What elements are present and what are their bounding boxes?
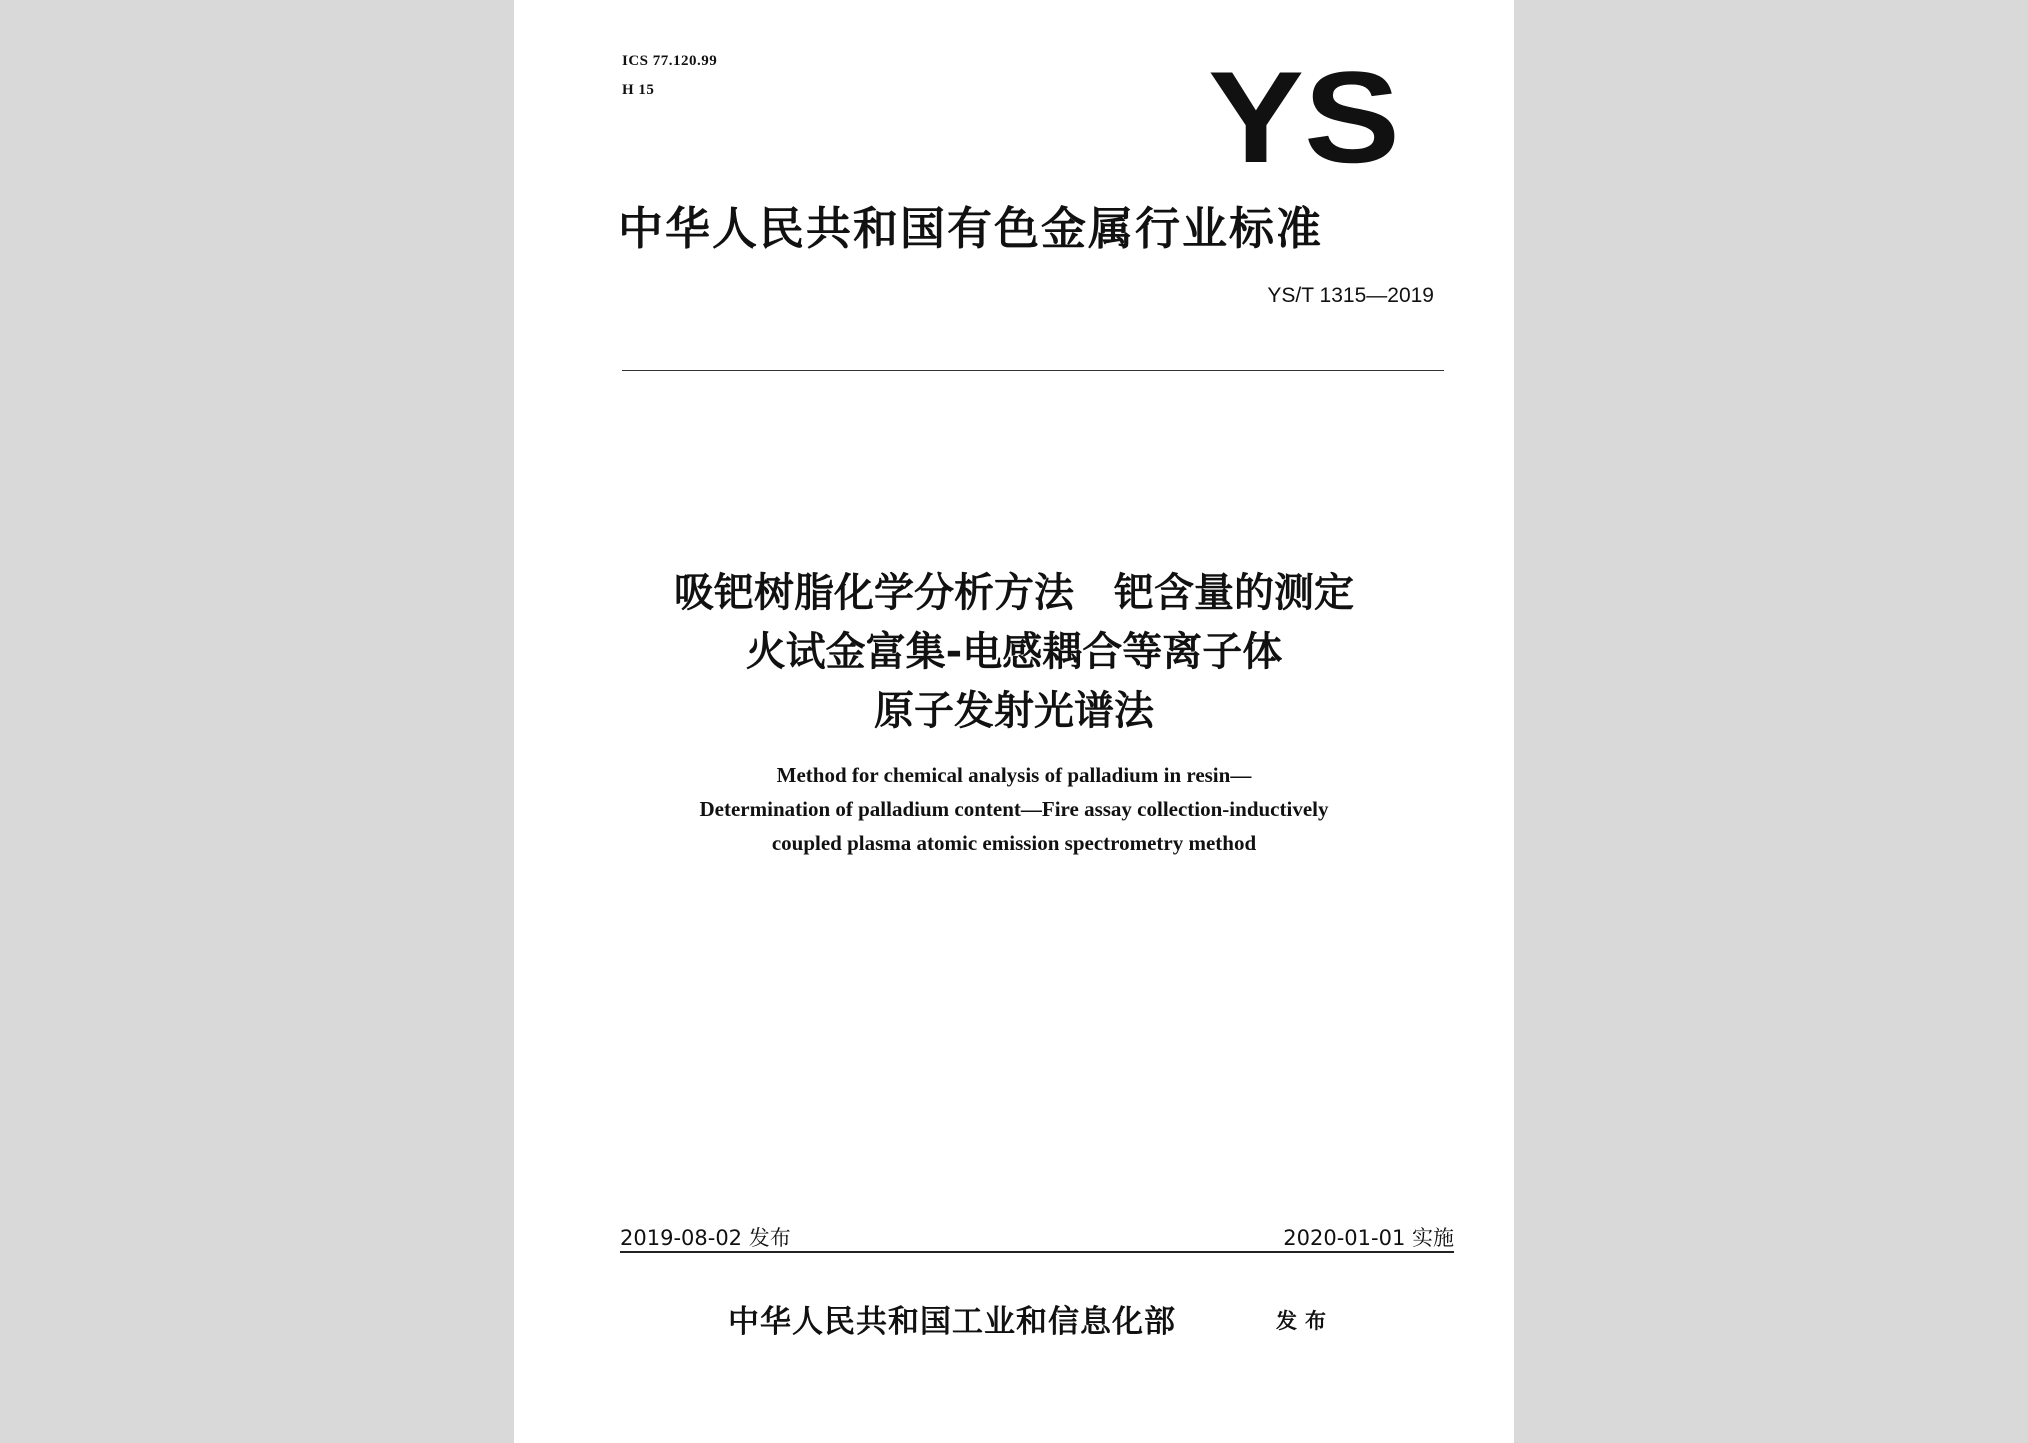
footer-divider: [620, 1251, 1454, 1253]
issue-date: 2019-08-02 发布: [620, 1226, 791, 1250]
ys-standard-logo: [1204, 58, 1404, 170]
implementation-date: 2020-01-01 实施: [1283, 1226, 1454, 1250]
ics-code: ICS 77.120.99: [622, 53, 718, 69]
document-page: [514, 0, 1514, 1443]
ys-logo-text: YS: [1208, 58, 1400, 170]
publish-label: 发布: [1276, 1308, 1334, 1333]
title-en-line-1: Method for chemical analysis of palladium in resin—: [776, 763, 1252, 787]
standard-number: YS/T 1315—2019: [1267, 284, 1434, 307]
title-cn-line-1: 吸钯树脂化学分析方法 钯含量的测定: [674, 570, 1354, 616]
header-divider: [622, 370, 1444, 371]
title-en-line-2: Determination of palladium content—Fire assay collection-inductively: [699, 797, 1329, 821]
publisher-name: 中华人民共和国工业和信息化部: [728, 1304, 1176, 1340]
title-cn-line-3: 原子发射光谱法: [874, 688, 1154, 734]
title-cn-line-2: 火试金富集-电感耦合等离子体: [745, 629, 1283, 675]
title-en-line-3: coupled plasma atomic emission spectrometry method: [771, 831, 1257, 855]
organization-title: 中华人民共和国有色金属行业标准: [618, 202, 1324, 255]
classification-code: H 15: [622, 82, 655, 98]
